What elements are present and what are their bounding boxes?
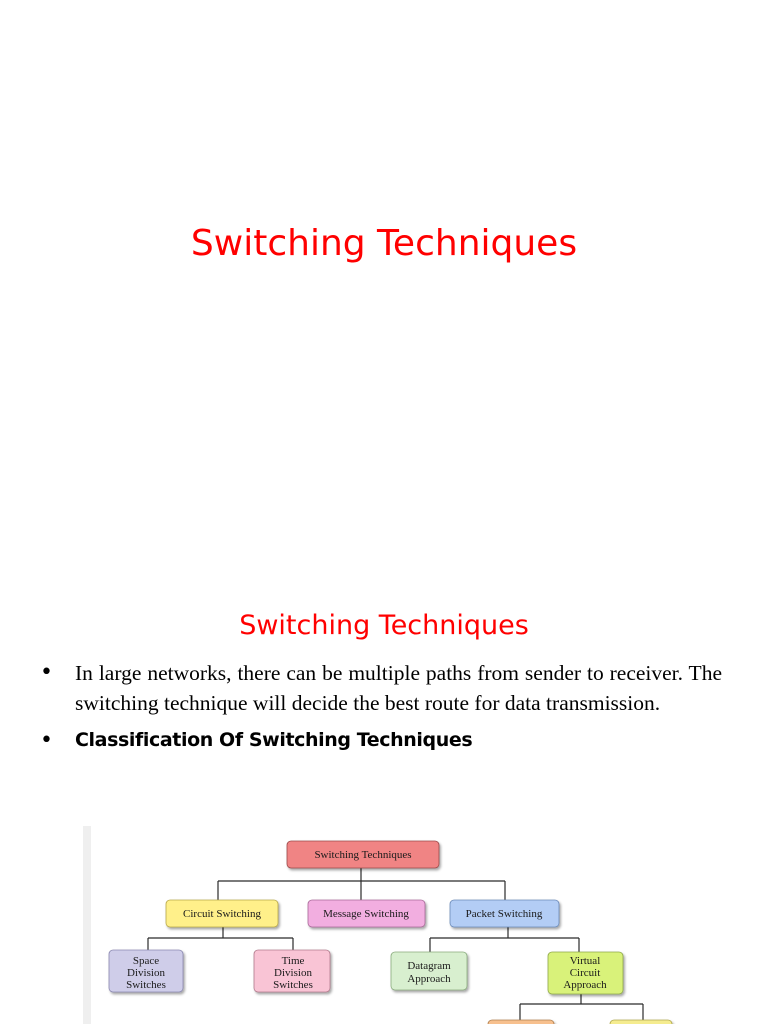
node-label: Circuit Switching (183, 908, 261, 920)
node-label: Message Switching (323, 908, 409, 920)
node-box (610, 1020, 672, 1024)
node-space-division-switches (109, 950, 183, 992)
node-switching-techniques (287, 841, 439, 868)
bullet-text: In large networks, there can be multiple paths from sender to receiver. The switching technique will decide the best route for data transmission. (75, 661, 722, 715)
node-label-line: Approach (563, 979, 607, 991)
node-packet-switching (450, 900, 559, 927)
node-label-line: Time (281, 955, 305, 967)
node-label-line: Space (132, 955, 160, 967)
bullet-list (40, 658, 722, 762)
node-label-line: Datagram (407, 960, 451, 972)
diagram-canvas (83, 826, 683, 1024)
node-message-switching (308, 900, 425, 927)
node-partial-yellow (610, 1020, 672, 1024)
bullet-icon: • (40, 660, 53, 685)
node-partial-orange (488, 1020, 554, 1024)
node-label: Packet Switching (465, 908, 543, 920)
node-label-line: Switches (273, 979, 313, 991)
node-label-line: Division (127, 967, 165, 979)
classification-diagram (83, 826, 683, 1024)
node-circuit-switching (166, 900, 278, 927)
slide-title: Switching Techniques (190, 223, 578, 264)
node-label-line: Virtual (569, 955, 601, 967)
bullet-item (40, 726, 722, 754)
node-label-line: Circuit (569, 967, 601, 979)
bullet-icon: • (40, 728, 53, 753)
node-label-line: Switches (126, 979, 166, 991)
node-label-line: Approach (407, 973, 451, 985)
bullet-text-heading: Classification Of Switching Techniques (75, 729, 473, 751)
node-time-division-switches (254, 950, 330, 992)
diagram-connectors (148, 868, 643, 1020)
node-label-line: Division (274, 967, 312, 979)
node-box (488, 1020, 554, 1024)
bullet-item (40, 658, 722, 718)
node-datagram-approach (391, 952, 467, 990)
node-virtual-circuit-approach (548, 952, 623, 994)
node-label: Switching Techniques (314, 849, 412, 861)
content-slide-title: Switching Techniques (239, 610, 529, 641)
